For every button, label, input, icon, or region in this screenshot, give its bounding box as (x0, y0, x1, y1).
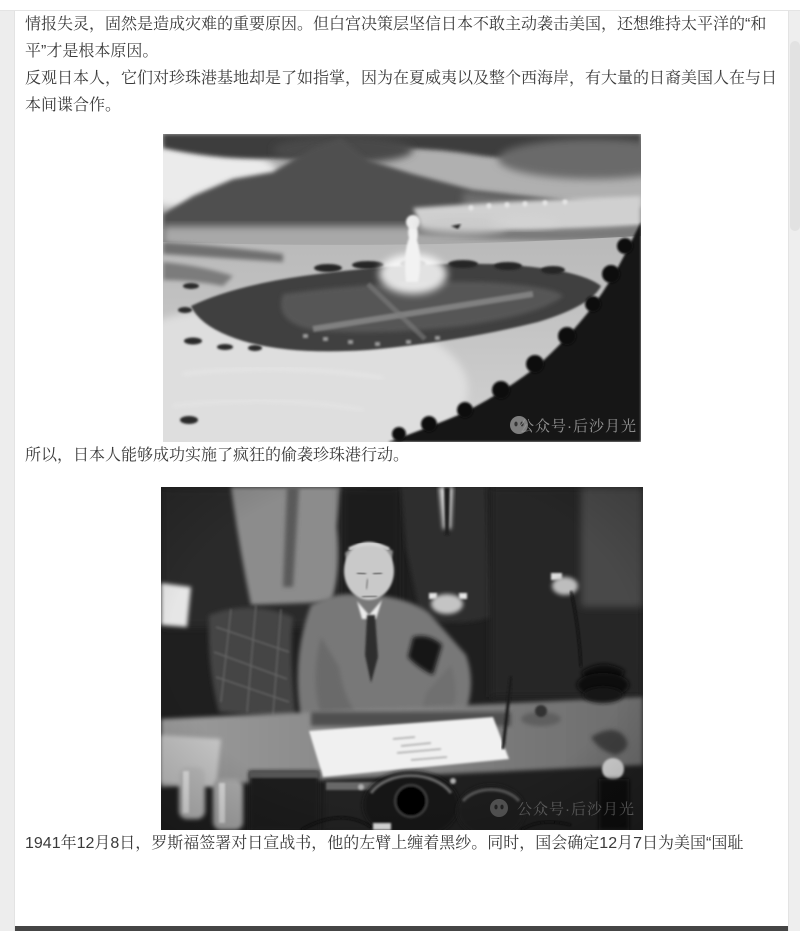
article-paragraph: 情报失灵，固然是造成灾难的重要原因。但白宫决策层坚信日本不敢主动袭击美国，还想维持太平洋的“和平”才是根本原因。 (25, 16, 767, 60)
page-top-margin (0, 0, 800, 10)
scrollbar-thumb[interactable] (790, 41, 800, 231)
pearl-harbor-photo (163, 134, 641, 442)
scrollbar[interactable] (788, 11, 800, 931)
watermark (510, 416, 637, 435)
roosevelt-photo (161, 487, 643, 830)
photo-roosevelt-signing[interactable] (15, 487, 788, 830)
article-paragraph: 所以，日本人能够成功实施了疯狂的偷袭珍珠港行动。 (25, 447, 410, 464)
article-content (15, 11, 788, 931)
article-paragraph: 反观日本人，它们对珍珠港基地却是了如指掌，因为在夏威夷以及整个西海岸，有大量的日裔美国人在与日本间谍合作。 (25, 70, 778, 114)
next-image-top-edge (15, 926, 788, 931)
page-left-gutter (0, 11, 15, 931)
photo-pearl-harbor-aerial[interactable] (15, 134, 788, 442)
article-paragraph: 1941年12月8日，罗斯福签署对日宣战书，他的左臂上缠着黑纱。同时，国会确定12月7日为美国“国耻 (25, 835, 744, 852)
watermark-text: 公众号·后沙月光 (516, 801, 635, 818)
watermark-text: 公众号·后沙月光 (518, 418, 637, 435)
